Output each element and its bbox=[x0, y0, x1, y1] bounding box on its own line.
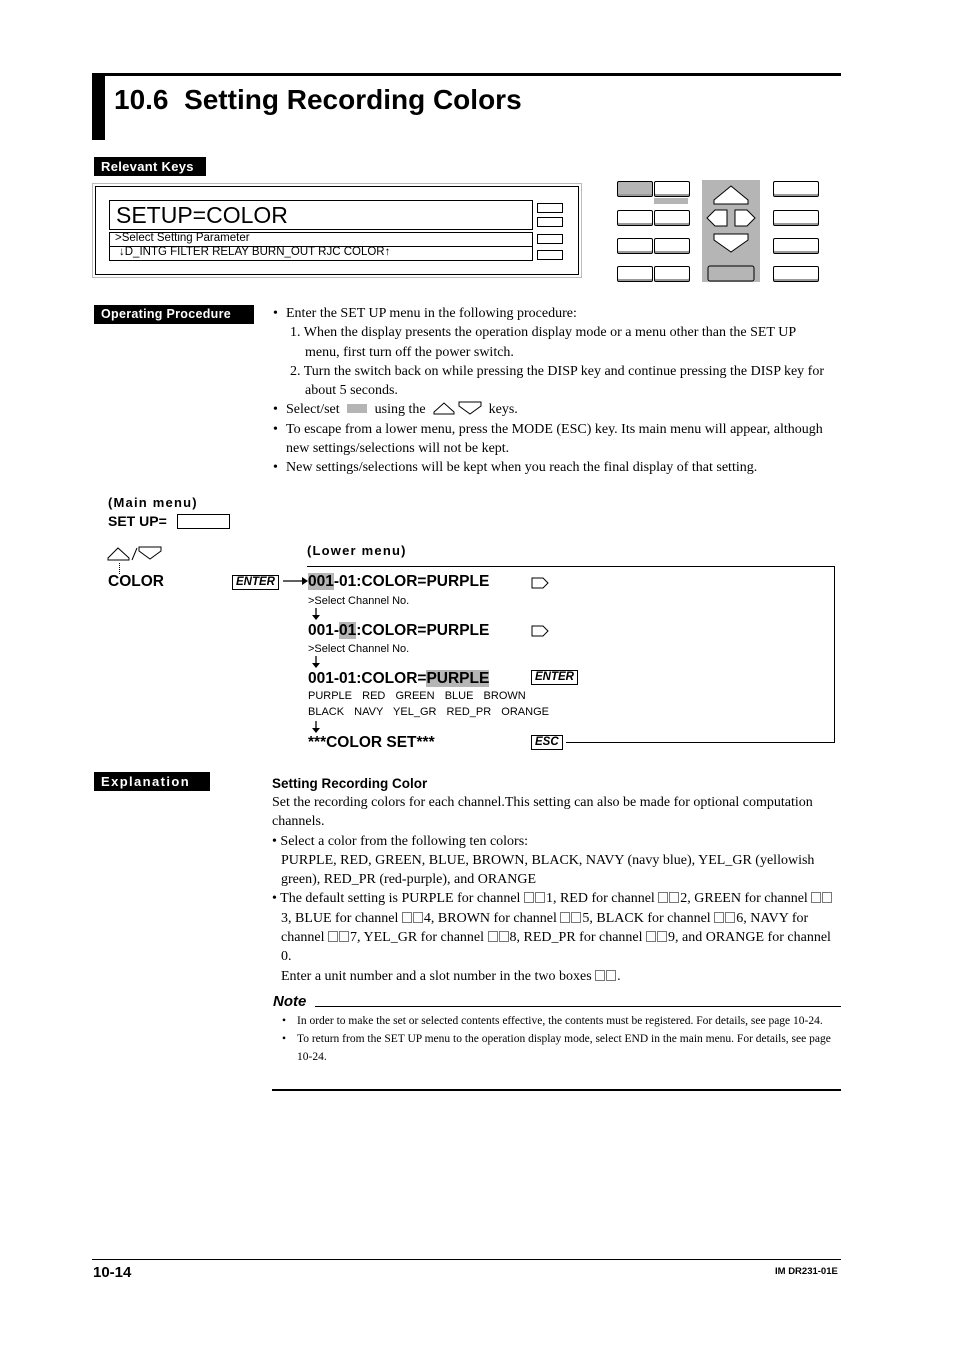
lcd-indicator bbox=[537, 217, 563, 227]
shaded-item-icon bbox=[347, 404, 367, 413]
flow-row-2-sub: >Select Channel No. bbox=[308, 643, 410, 655]
procedure-step-2: 2. Turn the switch back on while pressing the DISP key and continue pressing the DISP key for about 5 seconds. bbox=[290, 363, 825, 399]
up-down-keys-icon bbox=[431, 400, 483, 416]
key[interactable] bbox=[773, 266, 819, 282]
unit-slot-note: Enter a unit number and a slot number in the two boxes . bbox=[281, 968, 621, 984]
flow-row-slot: 001-01:COLOR=PURPLE bbox=[308, 622, 490, 639]
heading-side-bar bbox=[92, 73, 105, 140]
flow-row-1-sub: >Select Channel No. bbox=[308, 595, 410, 607]
color-value-highlight: PURPLE bbox=[426, 670, 490, 687]
flow-loop-bottom bbox=[566, 742, 834, 743]
key[interactable] bbox=[654, 266, 690, 282]
footer-rule bbox=[92, 1259, 841, 1260]
page-number: 10-14 bbox=[93, 1264, 132, 1281]
lcd-indicator bbox=[537, 250, 563, 260]
key[interactable] bbox=[773, 210, 819, 226]
lcd-options-line bbox=[109, 246, 533, 261]
flow-row-1-rest: -01:COLOR=PURPLE bbox=[333, 573, 490, 590]
arrow-down-icon bbox=[311, 721, 321, 733]
up-down-keys-icon bbox=[106, 544, 166, 564]
explanation-body bbox=[272, 774, 837, 986]
key[interactable] bbox=[773, 181, 819, 197]
note-item: • In order to make the set or selected contents effective, the contents must be registered. For details, see page 10-24. bbox=[272, 1012, 832, 1030]
flow-loop-right bbox=[834, 566, 835, 743]
key[interactable] bbox=[617, 210, 653, 226]
right-arrow-key-icon bbox=[531, 625, 549, 637]
flow-loop-top bbox=[307, 566, 834, 567]
right-arrow-key-icon bbox=[531, 577, 549, 589]
explanation-heading: Setting Recording Color bbox=[272, 776, 428, 791]
key[interactable] bbox=[617, 238, 653, 254]
lcd-indicator bbox=[537, 234, 563, 244]
section-title: Setting Recording Colors bbox=[184, 84, 522, 115]
section-number: 10.6 bbox=[114, 84, 169, 115]
heading-top-rule bbox=[105, 73, 841, 76]
key-func[interactable] bbox=[654, 181, 690, 197]
procedure-bullet-2-post: keys. bbox=[488, 402, 518, 418]
slot-digit-highlight: 01 bbox=[339, 622, 357, 639]
relevant-keys-tag: Relevant Keys bbox=[94, 157, 206, 176]
setup-value-box bbox=[177, 514, 230, 529]
note-rule bbox=[315, 1006, 841, 1007]
section-heading bbox=[114, 84, 522, 116]
arrow-key-pad bbox=[702, 180, 760, 282]
note-body bbox=[272, 1012, 832, 1066]
enter-key[interactable]: ENTER bbox=[232, 575, 279, 590]
color-options-1: PURPLE RED GREEN BLUE BROWN bbox=[308, 690, 526, 702]
main-menu-label: (Main menu) bbox=[108, 495, 198, 510]
lcd-indicator bbox=[537, 203, 563, 213]
arrow-right-icon bbox=[283, 576, 309, 586]
default-settings: • The default setting is PURPLE for channel 1, RED for channel 2, GREEN for channel 3, BLUE for channel 4, BROWN for channel 5, BLACK for channel 6, NAVY for channel 7, YEL_GR for channel 8, RED_PR for channel 9, and ORANGE for channel 0. bbox=[272, 891, 831, 965]
color-set-message: ***COLOR SET*** bbox=[308, 734, 435, 751]
lcd-title-line bbox=[109, 200, 533, 230]
color-menu-item[interactable]: COLOR bbox=[108, 573, 164, 590]
key[interactable] bbox=[773, 238, 819, 254]
procedure-bullet-3: To escape from a lower menu, press the MODE (ESC) key. Its main menu will appear, although new settings/selections will not be kept. bbox=[286, 421, 823, 457]
key[interactable] bbox=[617, 266, 653, 282]
procedure-bullet-2-mid: using the bbox=[374, 402, 426, 418]
flow-row-color: 001-01:COLOR=PURPLE bbox=[308, 670, 490, 687]
key-disp[interactable] bbox=[617, 181, 653, 197]
lcd-message: >Select Setting Parameter bbox=[115, 232, 250, 244]
lcd-title: SETUP=COLOR bbox=[116, 202, 288, 228]
lcd-message-line bbox=[109, 232, 533, 247]
doc-id: IM DR231-01E bbox=[775, 1266, 838, 1277]
procedure-step-1: 1. When the display presents the operation display mode or a menu other than the SET UP menu, first turn off the power switch. bbox=[290, 325, 796, 360]
colors-list: PURPLE, RED, GREEN, BLUE, BROWN, BLACK, NAVY (navy blue), YEL_GR (yellowish green), RED_PR (red-purple), and ORANGE bbox=[281, 852, 815, 888]
unit-digit-highlight: 001 bbox=[308, 573, 334, 590]
key-shade bbox=[654, 198, 688, 204]
key[interactable] bbox=[654, 210, 690, 226]
flow-row-unit bbox=[308, 573, 489, 591]
lower-menu-label: (Lower menu) bbox=[307, 543, 407, 558]
operating-procedure-tag: Operating Procedure bbox=[94, 305, 254, 324]
explanation-bullet-1: • Select a color from the following ten colors: bbox=[272, 833, 529, 849]
explanation-para: Set the recording colors for each channel.This setting can also be made for optional computation channels. bbox=[272, 795, 813, 830]
setup-label: SET UP= bbox=[108, 513, 167, 529]
procedure-bullet-2-pre: Select/set bbox=[286, 402, 340, 418]
note-heading: Note bbox=[273, 993, 307, 1010]
arrow-down-icon bbox=[311, 656, 321, 668]
procedure-bullet-4: New settings/selections will be kept when you reach the final display of that setting. bbox=[286, 460, 758, 476]
esc-key[interactable]: ESC bbox=[531, 735, 563, 750]
note-bottom-rule bbox=[272, 1089, 841, 1091]
arrow-keys-icon[interactable] bbox=[702, 180, 760, 282]
arrow-down-icon bbox=[311, 608, 321, 620]
keypad bbox=[614, 178, 824, 286]
procedure-text: • Enter the SET UP menu in the following procedure: 1. When the display presents the operation display mode or a menu other than the SET UP menu, first turn off the power switch. 2. Turn the switch back on while pressing the DISP key and continue pressing the DISP key for about 5 seconds. • Select/set using the keys. • To escape from a lower menu, press the MODE (ESC) key. Its main menu will appear, although new settings/selections will not be kept. • New settings/selections will be kept when you reach the final display of that setting. bbox=[272, 304, 832, 478]
note-item: • To return from the SET UP menu to the operation display mode, select END in the main menu. For details, see page 10-24. bbox=[272, 1030, 832, 1066]
color-options-2: BLACK NAVY YEL_GR RED_PR ORANGE bbox=[308, 706, 549, 718]
lcd-panel bbox=[95, 186, 579, 275]
key[interactable] bbox=[654, 238, 690, 254]
enter-key[interactable]: ENTER bbox=[531, 670, 578, 685]
explanation-tag: Explanation bbox=[94, 772, 210, 791]
procedure-bullet-1: Enter the SET UP menu in the following procedure: bbox=[286, 306, 577, 321]
lcd-options: ↓D_INTG FILTER RELAY BURN_OUT RJC COLOR↑ bbox=[119, 246, 391, 258]
